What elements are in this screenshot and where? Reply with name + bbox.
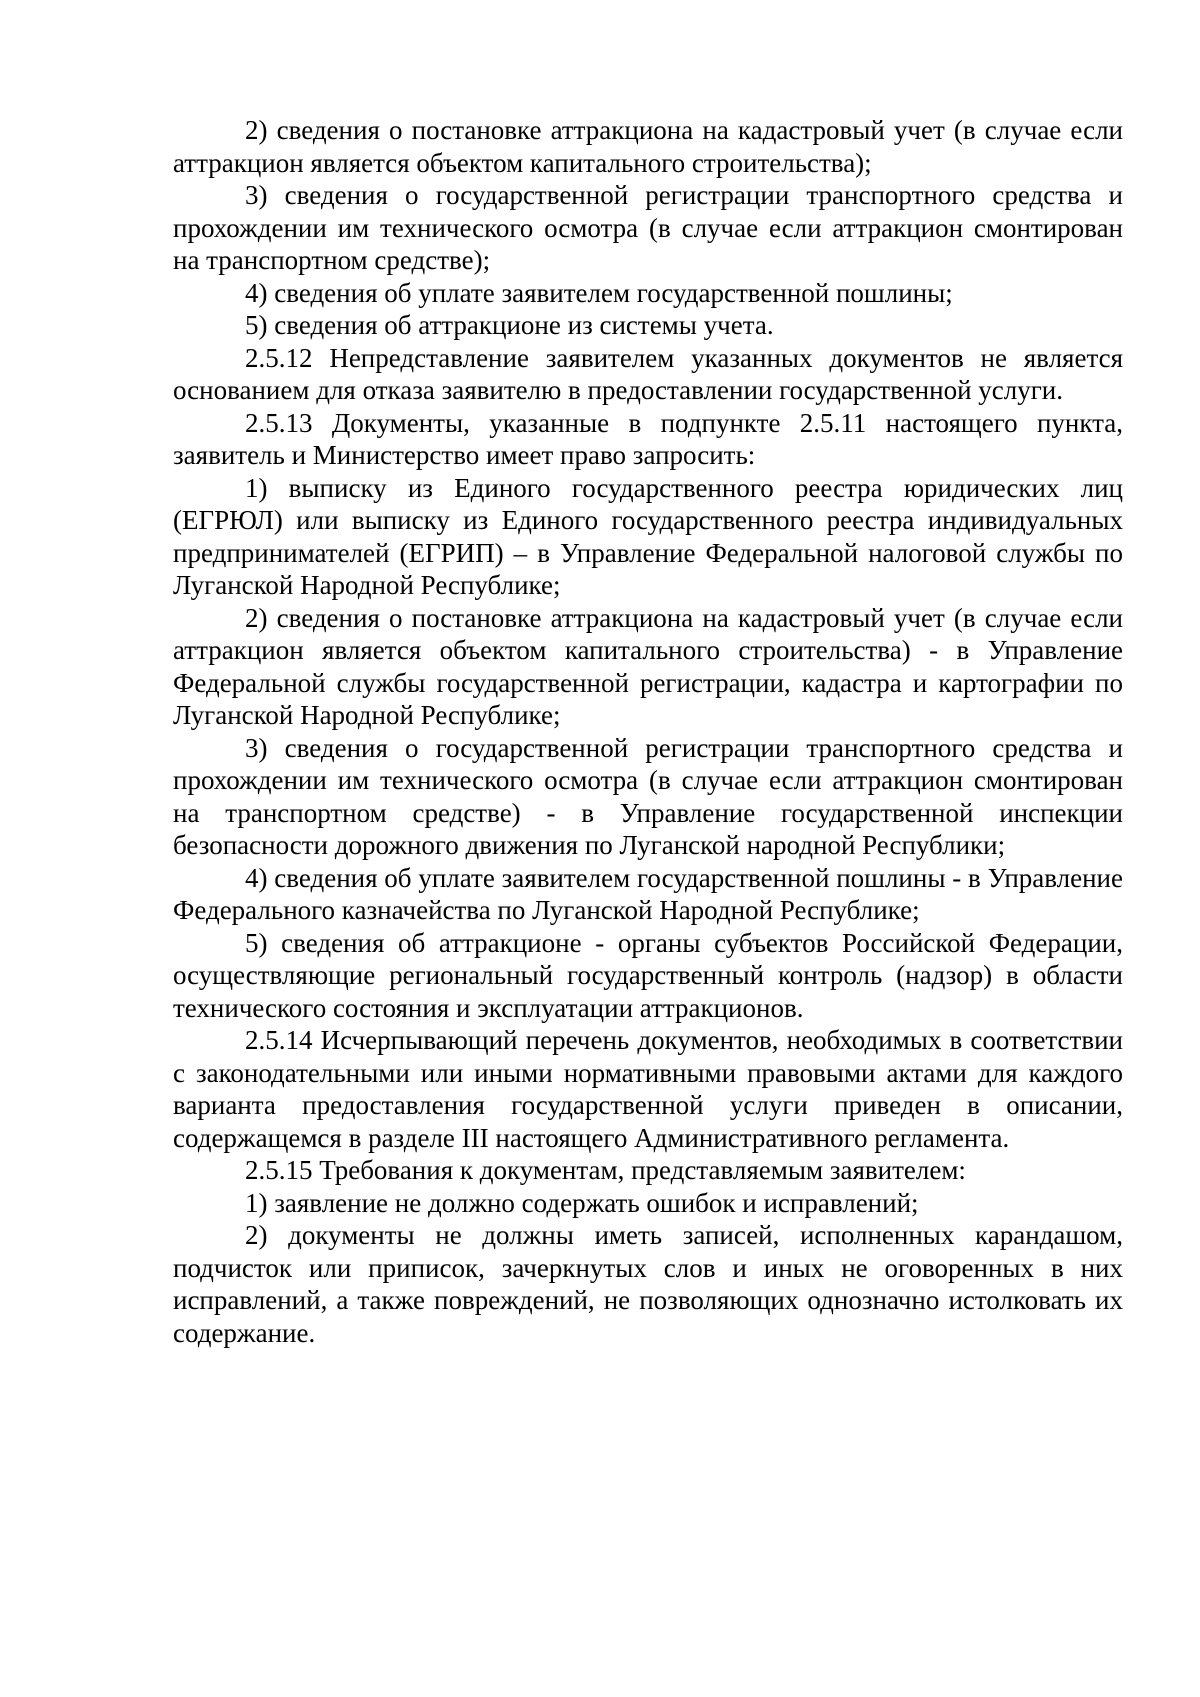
- paragraph-item-4-fee: 4) сведения об уплате заявителем государственной пошлины;: [245, 277, 953, 308]
- paragraph-request-2-cadastral: 2) сведения о постановке аттракциона на кадастровый учет (в случае если аттракцион является объектом капитального строительства) - в Управление Федеральной службы государственной регистрации, кадастра и картографии по Луганской Народной Республике;: [173, 602, 1123, 730]
- paragraph-request-3-vehicle: 3) сведения о государственной регистрации транспортного средства и прохождении им технического осмотра (в случае если аттракцион смонтирован на транспортном средстве) - в Управление государственной инспекции безопасности дорожного движения по Луганской народной Республики;: [173, 732, 1123, 860]
- paragraph-item-5-registry: 5) сведения об аттракционе из системы учета.: [245, 310, 774, 340]
- paragraph-request-1-egrul: 1) выписку из Единого государственного реестра юридических лиц (ЕГРЮЛ) или выписку из Единого государственного реестра индивидуальных предпринимателей (ЕГРИП) – в Управление Федеральной налоговой службы по Луганской Народной Республике;: [173, 472, 1123, 600]
- paragraph-2-5-13: 2.5.13 Документы, указанные в подпункте 2.5.11 настоящего пункта, заявитель и Министерство имеет право запросить:: [173, 407, 1123, 470]
- paragraph-item-2-cadastral: 2) сведения о постановке аттракциона на кадастровый учет (в случае если аттракцион является объектом капитального строительства);: [173, 115, 1123, 178]
- paragraph-2-5-12: 2.5.12 Непредставление заявителем указанных документов не является основанием для отказа заявителю в предоставлении государственной услуги.: [173, 342, 1123, 405]
- paragraph-request-4-fee: 4) сведения об уплате заявителем государственной пошлины - в Управление Федерального казначейства по Луганской Народной Республике;: [173, 862, 1123, 925]
- document-body: [173, 114, 1123, 1349]
- paragraph-request-5-attraction: 5) сведения об аттракционе - органы субъектов Российской Федерации, осуществляющие региональный государственный контроль (надзор) в области технического состояния и эксплуатации аттракционов.: [173, 927, 1123, 1023]
- paragraph-requirement-1: 1) заявление не должно содержать ошибок и исправлений;: [245, 1187, 919, 1218]
- paragraph-item-3-vehicle: 3) сведения о государственной регистрации транспортного средства и прохождении им технического осмотра (в случае если аттракцион смонтирован на транспортном средстве);: [173, 180, 1123, 275]
- paragraph-2-5-14: 2.5.14 Исчерпывающий перечень документов, необходимых в соответствии с законодательными или иными нормативными правовыми актами для каждого варианта предоставления государственной услуги приведен в описании, содержащемся в разделе III настоящего Административного регламента.: [173, 1025, 1123, 1153]
- paragraph-2-5-15: 2.5.15 Требования к документам, представляемым заявителем:: [245, 1155, 966, 1185]
- paragraph-requirement-2: 2) документы не должны иметь записей, исполненных карандашом, подчисток или приписок, зачеркнутых слов и иных не оговоренных в них исправлений, а также повреждений, не позволяющих однозначно истолковать их содержание.: [173, 1220, 1123, 1348]
